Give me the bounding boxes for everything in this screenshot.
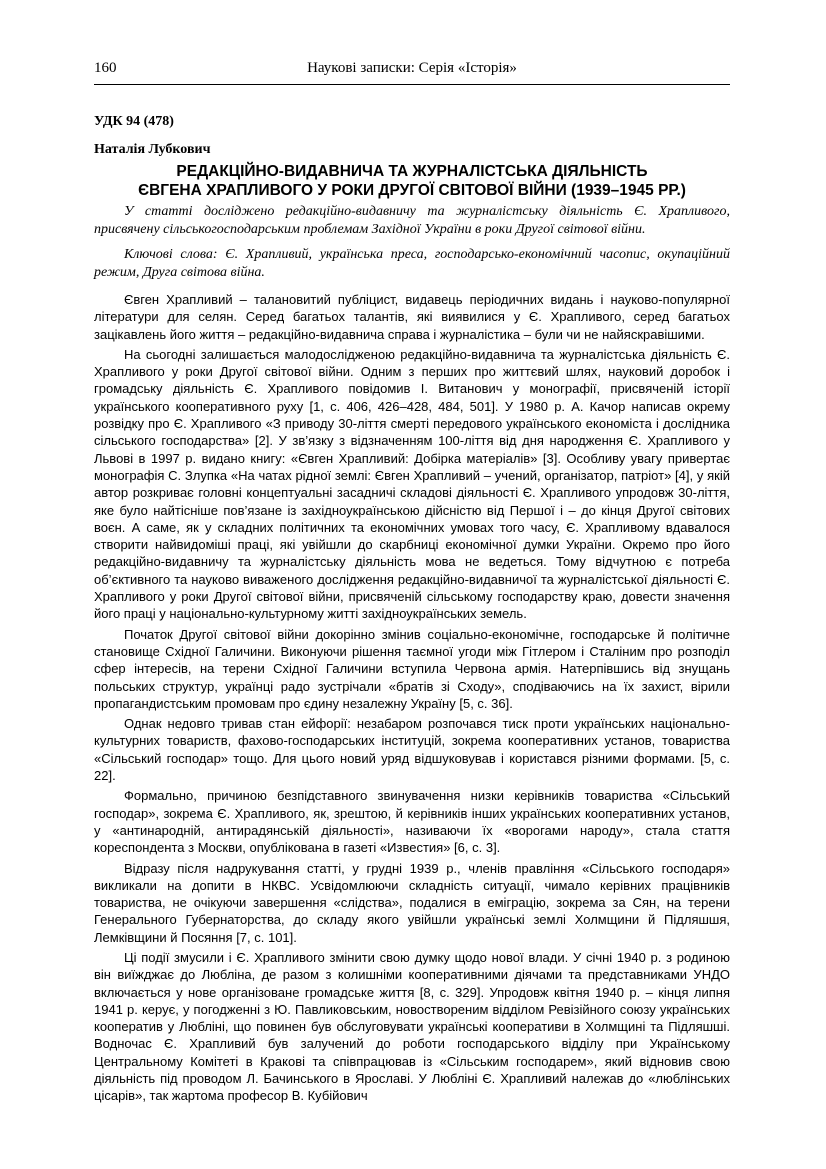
body-paragraph: Однак недовго тривав стан ейфорії: незабаром розпочався тиск проти українських національно-культурних товариств, фахово-господарських інституцій, зокрема кооперативних установ, товариства «Сільський господар» тощо. Для цього новий уряд відшуковував і користався різними формами. [5, с. 22].: [94, 716, 730, 784]
keywords: Ключові слова: Є. Храпливий, українська преса, господарсько-економічний часопис, окупаційний режим, Друга світова війна.: [94, 247, 730, 280]
article: [94, 114, 730, 1108]
abstract: У статті досліджено редакційно-видавничу та журналістську діяльність Є. Храпливого, присвячену сільськогосподарським проблемам Західної України в роки Другої світової війни.: [94, 204, 730, 237]
header-divider: [94, 84, 730, 85]
body-paragraph: Формально, причиною безпідставного звинувачення низки керівників товариства «Сільський господар», зокрема Є. Храпливого, як, зрештою, й керівників інших українських кооперативних установ, у «антинародній, антирадянській діяльності», називаючи їх «ворогами народу», стала стаття кореспондента з Москви, опублікована в газеті «Известия» [6, с. 3].: [94, 788, 730, 856]
author-name: Наталія Лубкович: [94, 142, 211, 157]
body-paragraph: Ці події змусили і Є. Храпливого змінити свою думку щодо нової влади. У січні 1940 р. з родиною він виїжджає до Любліна, де разом з колишніми кооперативними діячами та представниками УНДО включається у нове організоване громадське життя [8, с. 329]. Упродовж квітня 1940 р. – кінця липня 1941 р. керує, у погодженні з Ю. Павликовським, новоствореним відділом Ревізійного союзу українських кооператив у Любліні, що повинен був обслуговувати українські кооперативи в Холмщині та Підляшші. Водночас Є. Храпливий був залучений до роботи господарського відділу при Українському Центральному Комітеті в Кракові та співпрацював із «Сільським господарем», який відновив свою діяльність під проводом Л. Бачинського в Ярославі. У Любліні Є. Храпливий належав до «люблінських цісарів», так жартома професор В. Кубійович: [94, 949, 730, 1104]
body-paragraph: Початок Другої світової війни докорінно змінив соціально-економічне, господарське й політичне становище Східної Галичини. Виконуючи рішення таємної угоди між Гітлером і Сталіним про розподіл сфер інтересів, на терени Східної Галичини вступила Червона армія. Натерпівшись від знущань польських структур, українці радо зустрічали «братів зі Сходу», сподіваючись на їх захист, вірили пропагандистським промовам про єдину незалежну Україну [5, с. 36].: [94, 626, 730, 711]
page-number: 160: [94, 60, 117, 76]
body-paragraph: Євген Храпливий – талановитий публіцист, видавець періодичних видань і науково-популярної літератури для селян. Серед багатьох талантів, які виявилися у Є. Храпливого, серед багатьох зацікавлень його життя – редакційно-видавнича справа і журналістика – були чи не найяскравішими.: [94, 292, 730, 342]
article-body: [94, 291, 730, 1105]
journal-title: Наукові записки: Серія «Історія»: [307, 60, 517, 76]
article-title: [94, 162, 730, 200]
body-paragraph: На сьогодні залишається малодослідженою редакційно-видавнича та журналістська діяльність Є. Храпливого у роки Другої світової війни. Одним з перших про життєвий шлях, науковий доробок і громадську діяльність Є. Храпливого повідомив І. Витанович у монографії, присвяченій історії українського кооперативного руху [1, с. 406, 426–428, 484, 501]. У 1980 р. А. Качор написав окрему розвідку про Є. Храпливого «З приводу 30-ліття смерті передового українського економіста і дослідника сільського господарства» [2]. У зв’язку з відзначенням 100-ліття від дня народження Є. Храпливого у Львові в 1997 р. видано книгу: «Євген Храпливий: Добірка матеріалів» [3]. Особливу увагу привертає монографія С. Злупка «На чатах рідної землі: Євген Храпливий – учений, організатор, патріот» [4], у якій автор розкриває головні концептуальні засадничі складові діяльності Є. Храпливого упродовж 30-ліття, яке було найтісніше пов’язане із західноукраїнською дійсністю від Першої і – до кінця Другої світових воєн. А саме, як у складних політичних та економічних умовах того часу, Є. Храпливому вдавалося створити найвидоміші праці, які увійшли до скарбниці економічної думки України. Окремо про його редакційно-видавничу та журналістську діяльність мова не ведеться. Тому відчутною є потреба об’єктивного та науково виваженого дослідження редакційно-видавничої та журналістської діяльності Є. Храпливого у роки Другої світової війни, присвяченій сільському господарству краю, довести значення його праці у національно-культурному житті західноукраїнських земель.: [94, 346, 730, 622]
article-title-line-2: ЄВГЕНА ХРАПЛИВОГО У РОКИ ДРУГОЇ СВІТОВОЇ ВІЙНИ (1939–1945 РР.): [138, 182, 686, 199]
body-paragraph: Відразу після надрукування статті, у грудні 1939 р., членів правління «Сільського господаря» викликали на допити в НКВС. Усвідомлюючи складність ситуації, чимало керівних працівників товариства, не очікуючи завершення «слідства», подалися в еміграцію, зокрема за Сян, на терени Генерального Губернаторства, до складу якого увійшли українські землі Холмщини й Підляшшя, Лемківщини й Посяння [7, с. 101].: [94, 860, 730, 945]
article-title-line-1: РЕДАКЦІЙНО-ВИДАВНИЧА ТА ЖУРНАЛІСТСЬКА ДІЯЛЬНІСТЬ: [176, 163, 648, 180]
running-header: [94, 56, 730, 82]
udc-code: УДК 94 (478): [94, 114, 174, 129]
